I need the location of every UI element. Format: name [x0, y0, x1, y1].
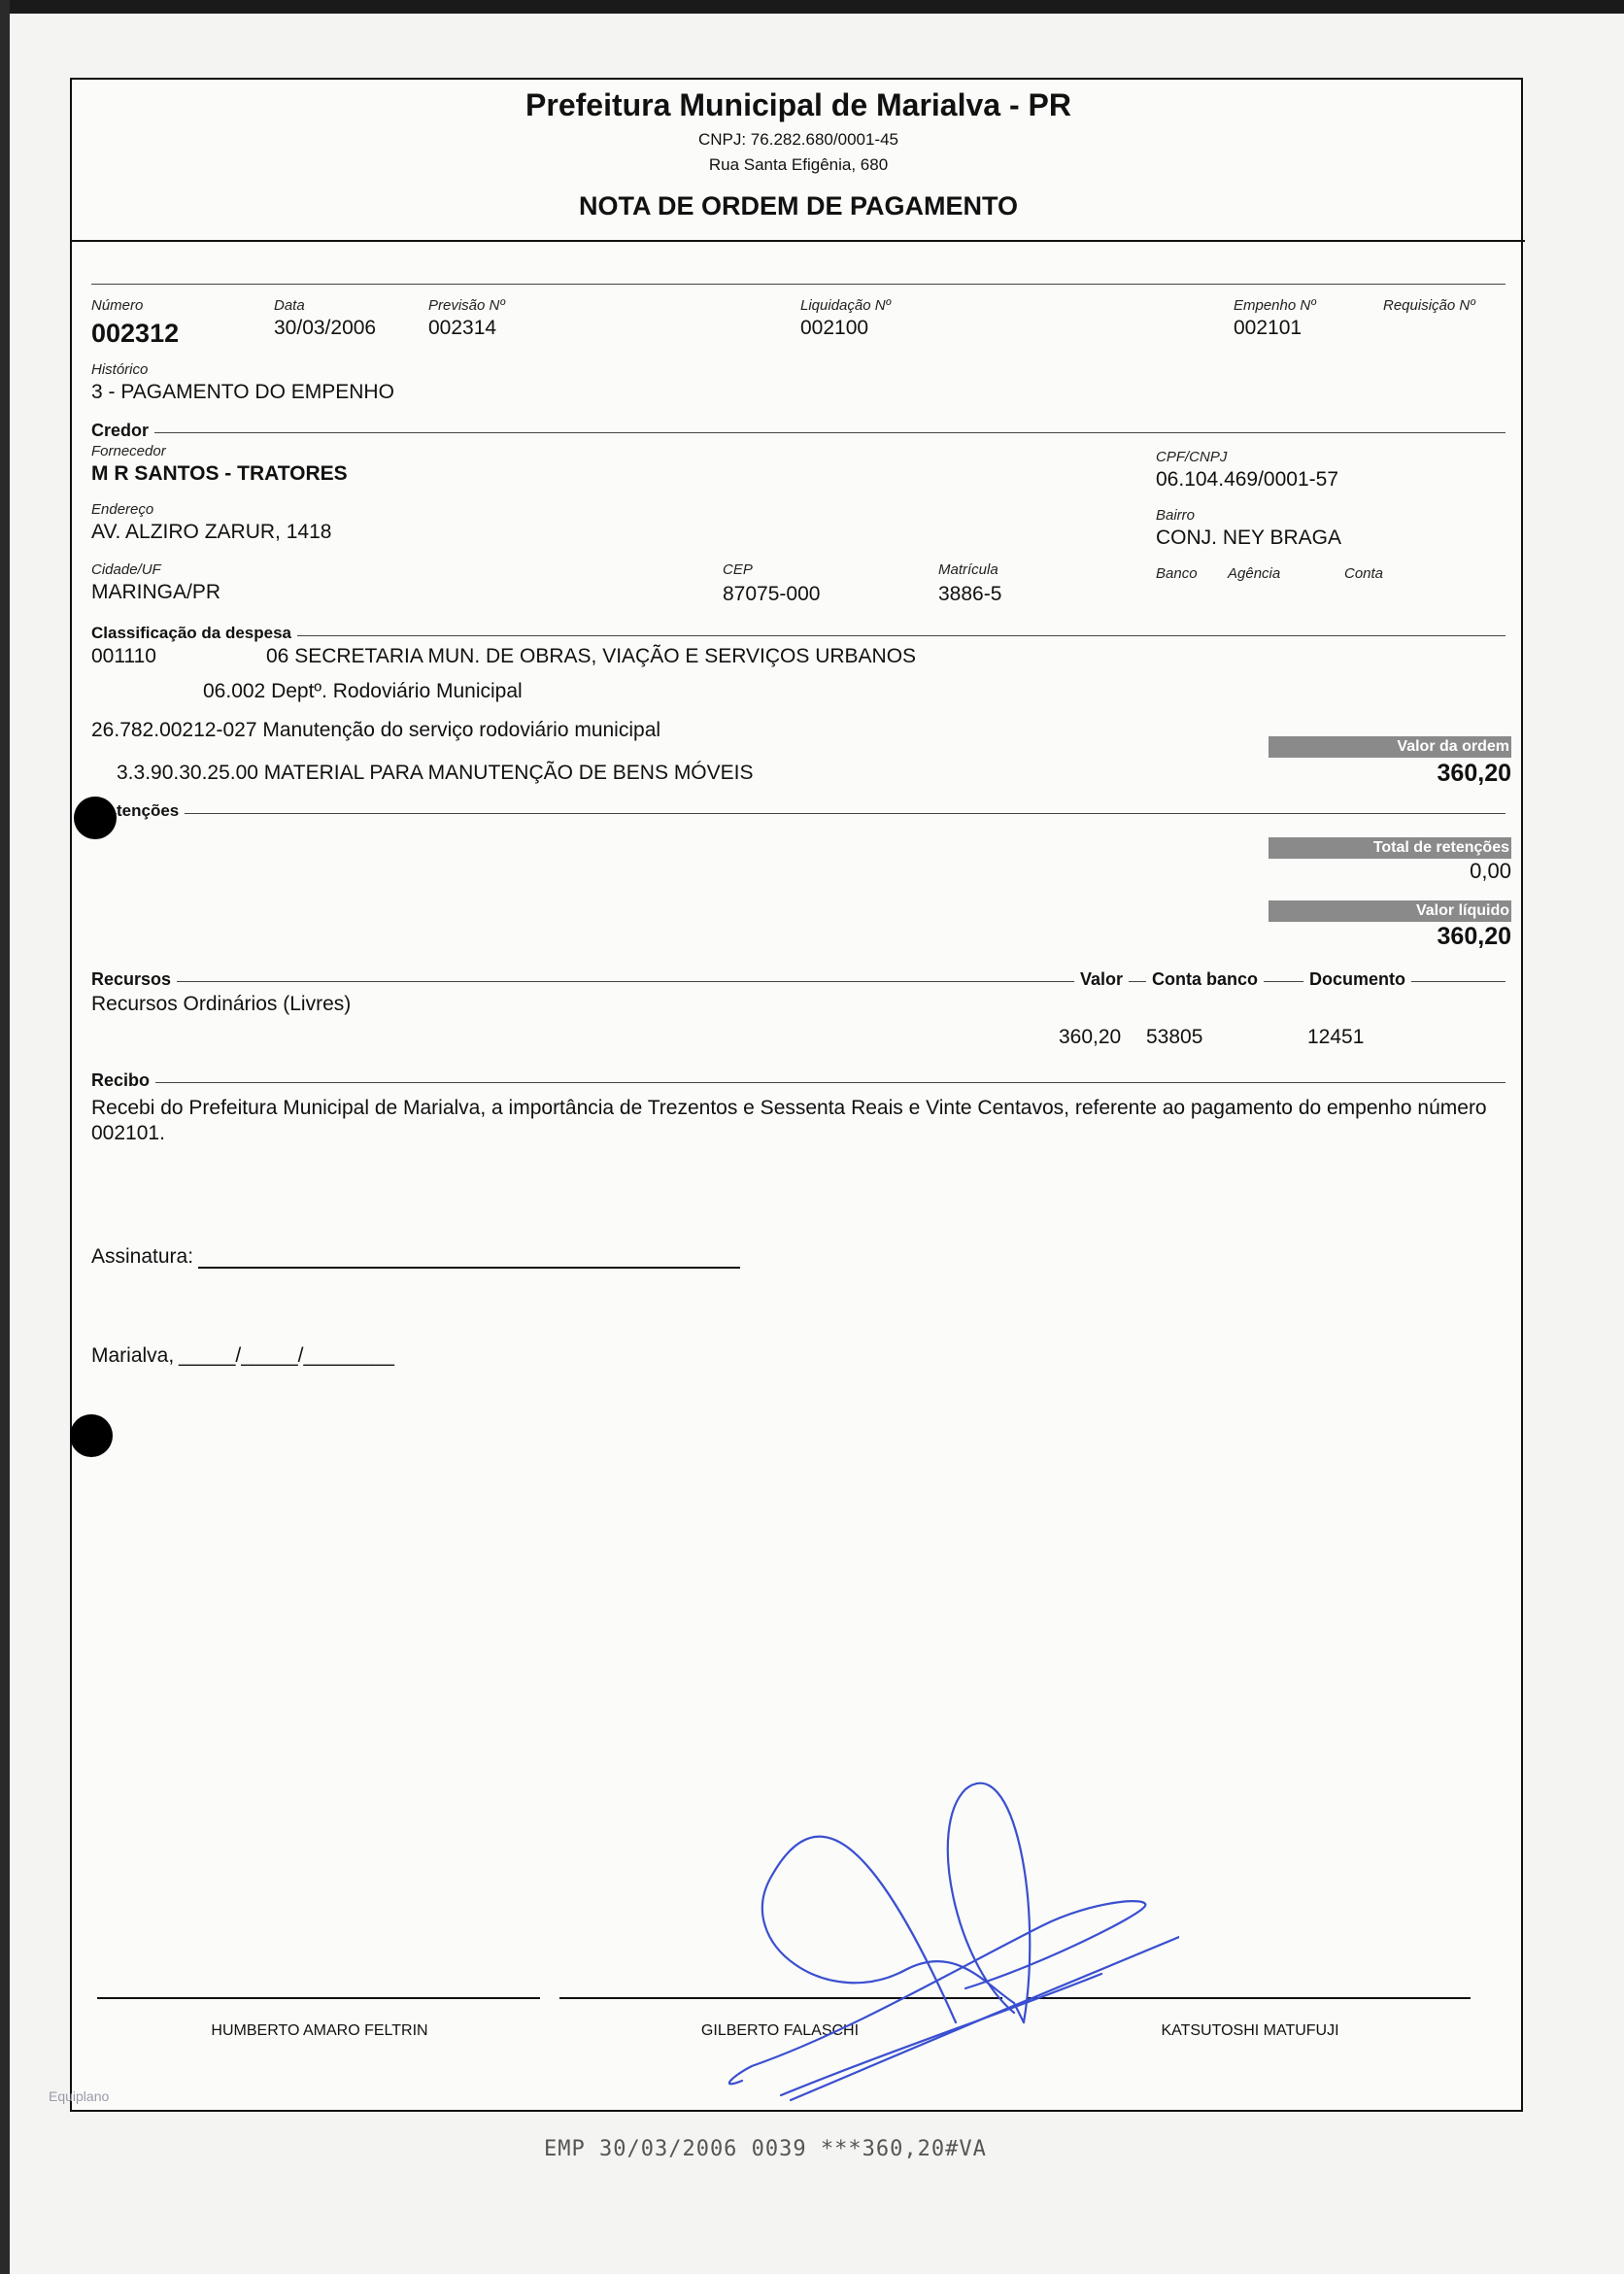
- banco-label: Banco: [1156, 565, 1198, 582]
- assinatura-label: Assinatura:: [91, 1245, 194, 1268]
- date-blank: _____/_____/________: [179, 1344, 394, 1367]
- recursos-documento-header: Documento: [1303, 969, 1411, 990]
- recibo-text: Recebi do Prefeitura Municipal de Marialva, a importância de Trezentos e Sessenta Reais e Vinte Centavos, referente ao pagamento do empenho número 002101.: [91, 1097, 1487, 1144]
- fornecedor-value: M R SANTOS - TRATORES: [91, 462, 348, 485]
- recursos-section-title: Recursos: [91, 969, 177, 990]
- bairro-value: CONJ. NEY BRAGA: [1156, 526, 1341, 549]
- classificacao-code: 001110: [91, 645, 156, 667]
- data-label: Data: [274, 297, 305, 314]
- classificacao-rule: [91, 635, 1506, 636]
- bairro-label: Bairro: [1156, 507, 1196, 524]
- punch-hole-bottom: [70, 1414, 113, 1457]
- cep-value: 87075-000: [723, 583, 821, 605]
- empenho-value: 002101: [1234, 317, 1303, 339]
- classificacao-dept: 06.002 Deptº. Rodoviário Municipal: [203, 680, 523, 702]
- total-retencoes-value: 0,00: [1470, 859, 1511, 883]
- liquidacao-label: Liquidação Nº: [800, 297, 892, 314]
- valor-liquido-value: 360,20: [1437, 923, 1511, 950]
- punch-hole-top: [74, 797, 117, 839]
- liquidacao-value: 002100: [800, 317, 869, 339]
- previsao-value: 002314: [428, 317, 497, 339]
- credor-rule: [91, 432, 1506, 433]
- address-line: Rua Santa Efigênia, 680: [708, 155, 889, 174]
- handwritten-signature: [635, 1731, 1179, 2120]
- matricula-label: Matrícula: [938, 561, 998, 578]
- cidade-value: MARINGA/PR: [91, 581, 221, 603]
- cpf-value: 06.104.469/0001-57: [1156, 468, 1339, 491]
- recursos-valor-header: Valor: [1074, 969, 1129, 990]
- cpf-label: CPF/CNPJ: [1156, 449, 1228, 465]
- local-label: Marialva,: [91, 1344, 175, 1367]
- payment-order-form: [49, 78, 1523, 2112]
- historico-value: 3 - PAGAMENTO DO EMPENHO: [91, 381, 394, 403]
- signatory-2: GILBERTO FALASCHI: [700, 2022, 860, 2039]
- top-rule: [91, 284, 1506, 285]
- scan-edge-top: [0, 0, 1624, 14]
- cep-label: CEP: [723, 561, 753, 578]
- credor-section-title: Credor: [91, 421, 154, 441]
- bank-authentication-stamp: EMP 30/03/2006 0039 ***360,20#VA: [544, 2137, 987, 2161]
- total-retencoes-label: Total de retenções: [1269, 837, 1511, 859]
- municipality-title: Prefeitura Municipal de Marialva - PR: [525, 87, 1071, 122]
- signature-line-1: [97, 1997, 540, 1999]
- classificacao-secretaria: 06 SECRETARIA MUN. DE OBRAS, VIAÇÃO E SERVIÇOS URBANOS: [266, 645, 917, 667]
- previsao-label: Previsão Nº: [428, 297, 505, 314]
- classificacao-elemento: 3.3.90.30.25.00 MATERIAL PARA MANUTENÇÃO DE BENS MÓVEIS: [117, 762, 754, 784]
- valor-liquido-label: Valor líquido: [1269, 900, 1511, 922]
- matricula-value: 3886-5: [938, 583, 1002, 605]
- valor-ordem-value: 360,20: [1437, 760, 1511, 787]
- recursos-conta-header: Conta banco: [1146, 969, 1264, 990]
- fornecedor-label: Fornecedor: [91, 443, 166, 459]
- equiplano-brand: Equiplano: [49, 2088, 110, 2104]
- cnpj-line: CNPJ: 76.282.680/0001-45: [697, 130, 899, 149]
- recibo-section-title: Recibo: [91, 1070, 155, 1091]
- conta-label: Conta: [1344, 565, 1384, 582]
- classificacao-section-title: Classificação da despesa: [91, 624, 297, 643]
- scan-edge-left: [0, 0, 10, 2274]
- agencia-label: Agência: [1228, 565, 1281, 582]
- signatory-1: HUMBERTO AMARO FELTRIN: [211, 2022, 428, 2039]
- assinatura-line: [198, 1267, 740, 1269]
- data-value: 30/03/2006: [274, 317, 377, 339]
- recursos-valor: 360,20: [1059, 1026, 1122, 1048]
- numero-value: 002312: [91, 319, 180, 348]
- header-divider: [72, 240, 1525, 242]
- recursos-descricao: Recursos Ordinários (Livres): [91, 993, 352, 1015]
- document-title: NOTA DE ORDEM DE PAGAMENTO: [578, 191, 1018, 221]
- empenho-label: Empenho Nº: [1234, 297, 1316, 314]
- recibo-rule: [91, 1082, 1506, 1083]
- requisicao-label: Requisição Nº: [1383, 297, 1475, 314]
- recursos-rule: [91, 981, 1506, 982]
- numero-label: Número: [91, 297, 144, 314]
- historico-label: Histórico: [91, 361, 149, 378]
- classificacao-programa: 26.782.00212-027 Manutenção do serviço rodoviário municipal: [91, 719, 661, 741]
- retencoes-rule: [91, 813, 1506, 814]
- signatory-3: KATSUTOSHI MATUFUJI: [1161, 2022, 1339, 2039]
- endereco-label: Endereço: [91, 501, 154, 518]
- recursos-conta: 53805: [1146, 1026, 1203, 1048]
- recursos-documento: 12451: [1307, 1026, 1365, 1048]
- valor-ordem-label: Valor da ordem: [1269, 736, 1511, 758]
- retencoes-section-title: tenções: [117, 801, 185, 821]
- endereco-value: AV. ALZIRO ZARUR, 1418: [91, 521, 332, 543]
- cidade-label: Cidade/UF: [91, 561, 161, 578]
